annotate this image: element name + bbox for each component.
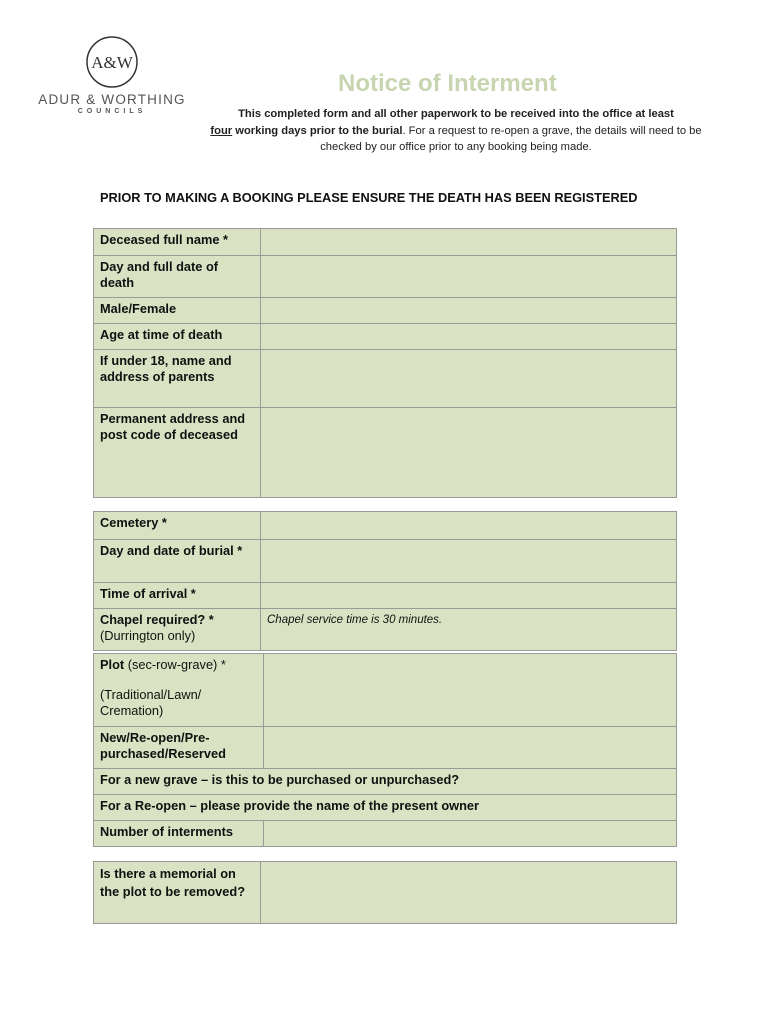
table-row (94, 609, 677, 651)
table-row (94, 540, 677, 583)
plot-label-suffix: (sec-row-grave) * (124, 657, 226, 672)
table-row (94, 821, 677, 847)
field-label: Permanent address and post code of deceased (94, 408, 261, 498)
plot-details-table (93, 653, 677, 847)
burial-details-table (93, 511, 677, 651)
memorial-table (93, 861, 677, 924)
interments-field[interactable] (264, 821, 677, 847)
field-label: Day and full date of death (94, 256, 261, 298)
svg-text:A&W: A&W (91, 53, 133, 72)
table-row (94, 256, 677, 298)
sex-field[interactable] (261, 298, 677, 324)
table-row (94, 583, 677, 609)
reopen-owner-question[interactable]: For a Re-open – please provide the name of the present owner (94, 795, 677, 821)
memorial-field[interactable] (261, 862, 677, 924)
field-label (94, 609, 261, 651)
intro-bold-start: This completed form and all other paperwork to be received into the office at least (238, 108, 674, 120)
field-label: Cemetery * (94, 512, 261, 540)
table-row (94, 229, 677, 256)
logo-name: ADUR & WORTHING (38, 92, 186, 107)
chapel-field[interactable]: Chapel service time is 30 minutes. (261, 609, 677, 651)
field-label (94, 654, 264, 727)
table-row (94, 654, 677, 727)
grave-type-field[interactable] (264, 727, 677, 769)
date-of-death-field[interactable] (261, 256, 677, 298)
intro-text (200, 106, 712, 156)
table-row (94, 350, 677, 408)
plot-sublabel: (Traditional/Lawn/ Cremation) (100, 687, 202, 718)
table-row (94, 862, 677, 924)
new-grave-question[interactable]: For a new grave – is this to be purchased or unpurchased? (94, 769, 677, 795)
deceased-details-table (93, 228, 677, 498)
chapel-sublabel: (Durrington only) (100, 628, 196, 643)
council-logo (36, 34, 188, 115)
parents-field[interactable] (261, 350, 677, 408)
field-label: New/Re-open/Pre-purchased/Reserved (94, 727, 264, 769)
burial-date-field[interactable] (261, 540, 677, 583)
table-row (94, 408, 677, 498)
field-label: Is there a memorial on the plot to be removed? (94, 862, 261, 924)
intro-underline: four (210, 124, 233, 137)
field-label: Deceased full name * (94, 229, 261, 256)
cemetery-field[interactable] (261, 512, 677, 540)
field-label: Day and date of burial * (94, 540, 261, 583)
table-row (94, 298, 677, 324)
registration-notice: PRIOR TO MAKING A BOOKING PLEASE ENSURE THE DEATH HAS BEEN REGISTERED (100, 190, 638, 205)
table-row (94, 769, 677, 795)
address-field[interactable] (261, 408, 677, 498)
plot-field[interactable] (264, 654, 677, 727)
age-field[interactable] (261, 324, 677, 350)
field-label: Number of interments (94, 821, 264, 847)
field-label: Age at time of death (94, 324, 261, 350)
page-title: Notice of Interment (338, 70, 557, 97)
aw-monogram-icon (84, 34, 140, 90)
arrival-time-field[interactable] (261, 583, 677, 609)
table-row (94, 795, 677, 821)
field-label: Time of arrival * (94, 583, 261, 609)
chapel-label: Chapel required? * (100, 612, 214, 627)
plot-label: Plot (100, 657, 125, 672)
logo-subtitle: COUNCILS (77, 108, 147, 115)
table-row (94, 512, 677, 540)
intro-rest: . For a request to re-open a grave, the details will need to be checked by our office prior to any booking being made. (320, 124, 702, 153)
table-row (94, 727, 677, 769)
field-label: Male/Female (94, 298, 261, 324)
deceased-name-field[interactable] (261, 229, 677, 256)
field-label: If under 18, name and address of parents (94, 350, 261, 408)
table-row (94, 324, 677, 350)
intro-bold-end: working days prior to the burial (232, 124, 403, 137)
